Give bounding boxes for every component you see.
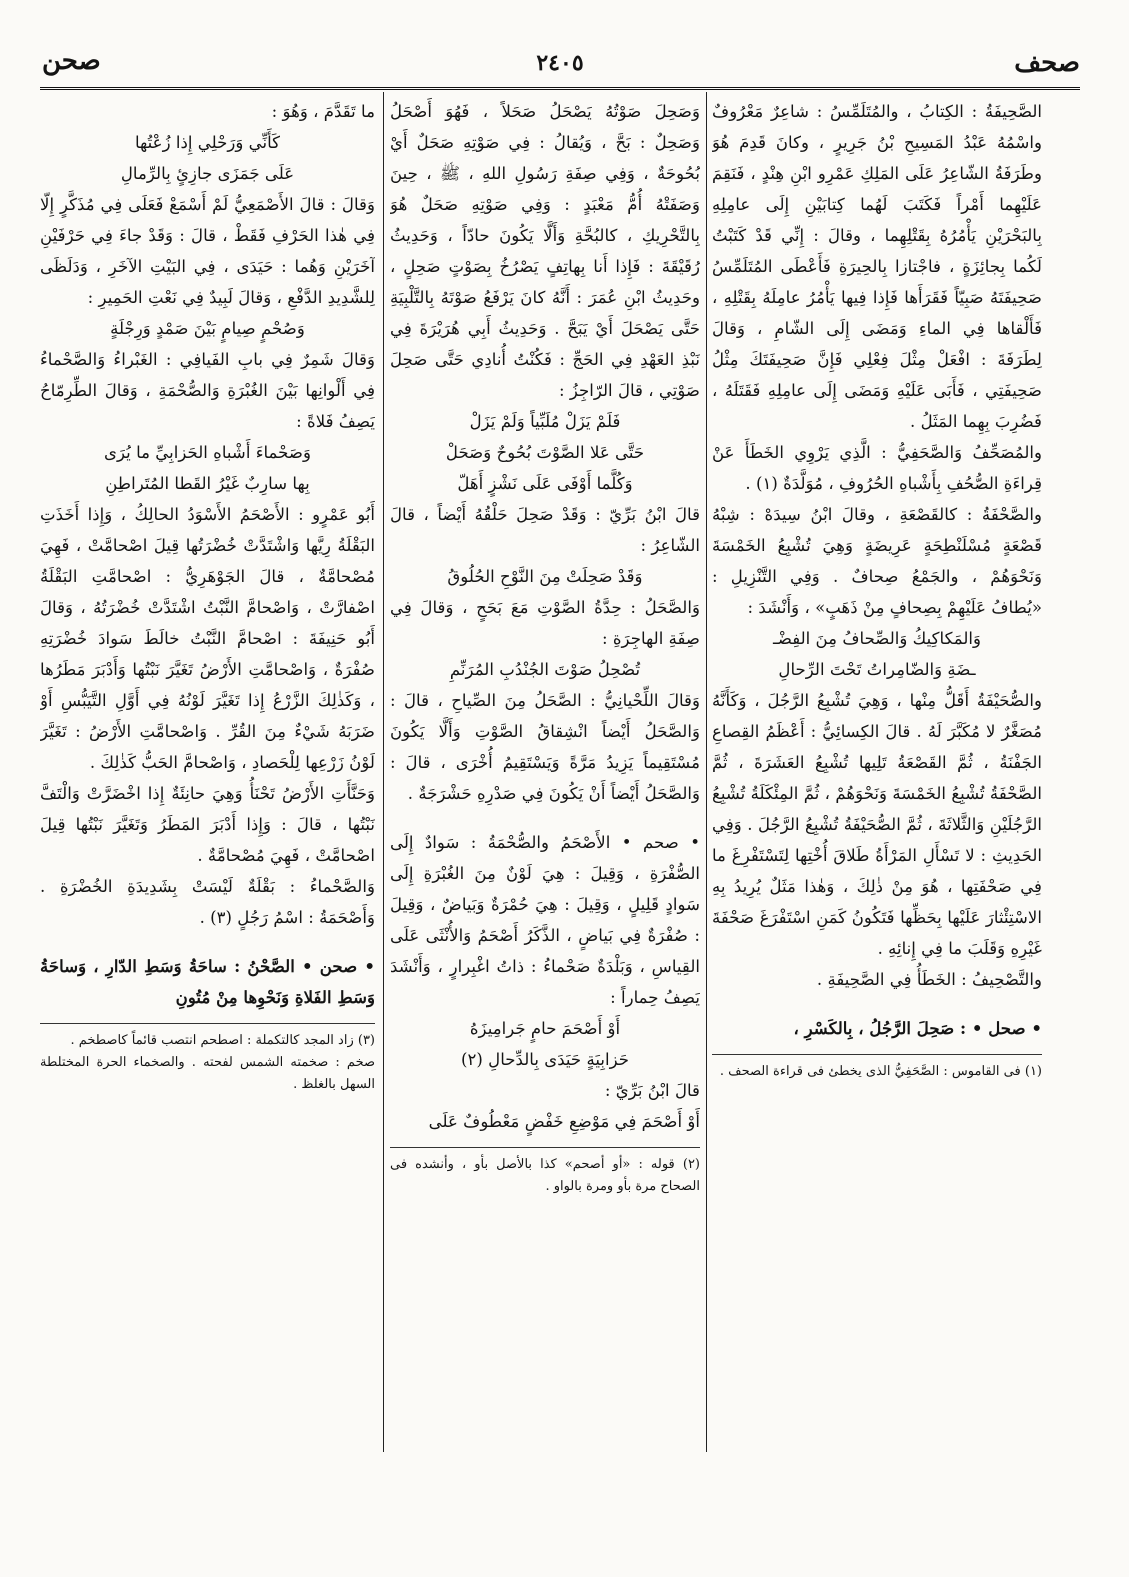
column-divider-right — [706, 92, 707, 1452]
paragraph: والمُصَحِّفُ وَالصَّحَفِيُّ : الَّذِي يَرْوِي الخَطَأَ عَنْ قِراءَةِ الصُّحُفِ بِأَشْباهِ الحُرُوفِ ، مُوَلَّدَةٌ (١) . — [712, 443, 1042, 493]
paragraph: ما تَقَدَّمَ ، وَهُوَ : — [271, 102, 375, 121]
column-middle — [390, 96, 700, 1481]
column-divider-left — [383, 92, 384, 1452]
paragraph: والصَّحْفَةُ : كالقَصْعَةِ ، وقالَ ابْنُ سِيدَهْ : شِبْهُ قَصْعَةٍ مُسْلَنْطِحَةٍ عَرِيضَةٍ وَهِيَ تُشْبِعُ الخَمْسَةَ وَنَحْوَهُمْ ، والجَمْعُ صِحافٌ . وَفِي التَّنْزِيلِ : «يُطافُ عَلَيْهِمْ بِصِحافٍ مِنْ ذَهَبٍ» ، وَأَنْشَدَ : — [712, 505, 1042, 617]
page-header — [30, 44, 1090, 84]
paragraph: وَصَحِلَ صَوْتُهُ يَصْحَلُ صَحَلاً ، فَهُوَ أَصْحَلُ وَصَحِلٌ : بَحَّ ، وَيُقالُ : فِي صَوْتِهِ صَحَلٌ أَيْ بُحُوحَةٌ ، وَفِي صِفَةِ رَسُولِ اللهِ ، ﷺ ، حِينَ وَصَفَتْهُ أُمُّ مَعْبَدٍ : وَفِي صَوْتِهِ صَحَلٌ هُوَ بِالتَّحْرِيكِ ، كالبُحَّةِ وَأَلَّا يَكُونَ حادّاً ، وَحَدِيثُ رُقَيْقَةَ : فَإِذا أَنا بِهاتِفٍ يَصْرُخُ بِصَوْتٍ صَحِلٍ ، وحَدِيثُ ابْنِ عُمَرَ : أَنَّهُ كانَ يَرْفَعُ صَوْتَهُ بِالتَّلْبِيَةِ حَتَّى يَصْحَلَ أَيْ يَبَحَّ . وَحَدِيثُ أَبِي هُرَيْرَةَ فِي نَبْذِ العَهْدِ فِي الحَجِّ : فَكُنْتُ أُنادِي حَتَّى صَحِلَ صَوْتِي ، قالَ الرّاجِزُ : — [390, 102, 700, 400]
paragraph: قالَ ابْنُ بَرِّيّ : وَقَدْ صَحِلَ حَلْقُهُ أَيْضاً ، قالَ الشّاعِرُ : — [390, 505, 700, 555]
verse-line: وَالمَكاكِيكُ وَالصِّحافُ مِنَ الفِضْـ — [772, 629, 982, 648]
paragraph: وَحَنَّأَتِ الأَرْضُ تَحْنَأُ وَهِيَ حانِئَةٌ إِذا اخْضَرَّتْ وَالْتَفَّ نَبْتُها ، قالَ : وَإِذا أَدْبَرَ المَطَرُ وَتَغَيَّرَ نَبْتُها قِيلَ اصْحامَّتْ ، فَهِيَ مُصْحامَّةٌ . — [40, 784, 375, 865]
running-headword-left: صحن — [42, 46, 101, 76]
paragraph: وَقالَ شَمِرٌ فِي بابِ الفَيافِي : الغَبْراءُ وَالصَّحْماءُ فِي أَلْوانِها بَيْنَ الغُبْرَةِ وَالصُّحْمَةِ ، وَقالَ الطِّرِمّاحُ يَصِفُ فَلاةً : — [40, 350, 375, 431]
paragraph: والصُّحَيْفَةُ أَقَلُّ مِنْها ، وَهِيَ تُشْبِعُ الرَّجُلَ ، وَكَأَنَّهُ مُصَغَّرٌ لا مُكَبَّرَ لَهُ . قالَ الكِسائِيُّ : أَعْظَمُ القِصاعِ الجَفْنَةُ ، ثُمَّ القَصْعَةُ تَلِيها تُشْبِعُ العَشَرَةَ ، ثُمَّ الصَّحْفَةُ تُشْبِعُ الخَمْسَةَ وَنَحْوَهُمْ ، ثُمَّ المِئْكَلَةُ تُشْبِعُ الرَّجُلَيْنِ وَالثَّلاثَةَ ، ثُمَّ الصُّحَيْفَةُ تُشْبِعُ الرَّجُلَ . وَفِي الحَدِيثِ : لا تَسْأَلِ المَرْأَةُ طَلاقَ أُخْتِها لِتَسْتَفْرِغَ ما فِي صَحْفَتِها ، هُوَ مِنْ ذٰلِكَ ، وَهٰذا مَثَلٌ يُرِيدُ بِهِ الاسْتِئْثارَ عَلَيْها بِحَظِّها فَتَكُونُ كَمَنِ اسْتَفْرَغَ صَحْفَةَ غَيْرِهِ وَقَلَبَ ما فِي إِنائِهِ . — [712, 691, 1042, 958]
footnote: (١) فى القاموس : الصَّحَفِيُّ الذى يخطئ فى قراءة الصحف . — [719, 1064, 1042, 1079]
paragraph: وَالصَّحَلُ : حِدَّةُ الصَّوْتِ مَعَ بَحَحٍ ، وَقالَ فِي صِفَةِ الهاجِرَةِ : — [390, 598, 700, 648]
verse-line: كَأَنِّي وَرَحْلِي إِذا زُعْتُها — [134, 133, 281, 152]
verse-line: فَلَمْ يَزَلْ مُلَبِّياً وَلَمْ يَزَلْ — [469, 412, 621, 431]
verse-line: وَقَدْ صَحِلَتْ مِنَ النَّوْحِ الحُلُوقُ — [447, 567, 643, 586]
verse-line: وَصَحْماءَ أَشْباهِ الحَزابِيِّ ما يُرَى — [104, 443, 311, 462]
paragraph: الصَّحِيفَةُ : الكِتابُ ، والمُتَلَمِّسُ : شاعِرٌ مَعْرُوفٌ واسْمُهُ عَبْدُ المَسِيحِ بْنُ جَرِيرٍ ، وكانَ قَدِمَ هُوَ وطَرَفَةُ الشّاعِرُ عَلَى المَلِكِ عَمْرِو ابْنِ هِنْدٍ ، فَنَقِمَ عَلَيْهِما أَمْراً فَكَتَبَ لَهُما كِتابَيْنِ إِلَى عامِلِهِ بِالبَحْرَيْنِ يَأْمُرُهُ بِقَتْلِهِما ، وقالَ : إِنِّي قَدْ كَتَبْتُ لَكُما بِجائِزَةٍ ، فاجْتازا بِالحِيرَةِ فَأَعْطَى المُتَلَمِّسُ صَحِيفَتَهُ صَبِيّاً فَقَرَأَها فَإِذا فِيها يَأْمُرُ عامِلَهُ بِقَتْلِهِ ، فَأَلْقاها فِي الماءِ وَمَضَى إِلَى الشّامِ ، وَقالَ لِطَرَفَةَ : افْعَلْ مِثْلَ فِعْلِي فَإِنَّ صَحِيفَتَكَ مِثْلُ صَحِيفَتِي ، فَأَبَى عَلَيْهِ وَمَضَى إِلَى عامِلِهِ فَقَتَلَهُ ، فَضُرِبَ بِهِما المَثَلُ . — [712, 102, 1042, 431]
footnote-rule — [390, 1147, 700, 1148]
entry-paragraph: • صحم • الأَصْحَمُ والصُّحْمَةُ : سَوادٌ إِلَى الصُّفْرَةِ ، وَقِيلَ : هِيَ لَوْنٌ مِنَ الغُبْرَةِ إِلَى سَوادٍ قَلِيلٍ ، وَقِيلَ : هِيَ حُمْرَةٌ وَبَياضٌ ، وَقِيلَ : صُفْرَةٌ فِي بَياضٍ ، الذَّكَرُ أَصْحَمُ وَالأُنْثَى عَلَى القِياسِ ، وَبَلْدَةٌ صَحْماءُ : ذاتُ اغْبِرارٍ ، وَأَنْشَدَ يَصِفُ حِماراً : — [390, 833, 700, 1007]
verse-line: وَصُحْمٍ صِيامٍ بَيْنَ صَمْدٍ وَرِجْلَةٍ — [110, 319, 305, 338]
header-rule — [40, 87, 1080, 90]
column-left — [40, 96, 375, 1481]
footnote: (٣) زاد المجد كالتكملة : اصطحم انتصب قائماً كاصطخم . — [70, 1033, 375, 1048]
paragraph: وَالصَّحْماءُ : بَقْلَةٌ لَيْسَتْ بِشَدِيدَةِ الخُضْرَةِ . وَأَصْحَمَةُ : اسْمُ رَجُلٍ (٣) . — [40, 877, 375, 927]
footnote: (٢) قوله : «أو أصحم» كذا بالأصل بأو ، وأنشده فى الصحاح مرة بأو ومرة بالواو . — [390, 1157, 700, 1194]
paragraph: وَقالَ : قالَ الأَصْمَعِيُّ لَمْ أَسْمَعْ فَعَلَى فِي مُذَكَّرٍ إِلّا فِي هٰذا الحَرْفِ فَقَطْ ، قالَ : وَقَدْ جاءَ فِي حَرْفَيْنِ آخَرَيْنِ وَهُما : حَيَدَى ، فِي البَيْتِ الآخَرِ ، وَدَلَظَى لِلشَّدِيدِ الدَّفْعِ ، وَقالَ لَبِيدٌ فِي نَعْتِ الحَمِيرِ : — [40, 195, 375, 307]
verse-line: بِها سارِبٌ غَيْرُ القَطا المُتَراطِنِ — [105, 474, 310, 493]
paragraph: أَوْ أَصْحَمَ فِي مَوْضِعِ خَفْضٍ مَعْطُوفٌ عَلَى — [428, 1112, 700, 1131]
footnote-rule — [40, 1023, 375, 1024]
page-number: ٢٤٠٥ — [536, 50, 584, 76]
verse-line: حَزابِيَةٍ حَيَدَى بِالدِّحالِ (٢) — [460, 1050, 630, 1069]
entry-heading: • صحل • : صَحِلَ الرَّجُلُ ، بِالكَسْرِ ، — [793, 1018, 1042, 1038]
paragraph: وَقالَ اللِّحْيانِيُّ : الصَّحَلُ مِنَ الصِّياحِ ، قالَ : وَالصَّحَلُ أَيْضاً انْشِقاقُ الصَّوْتِ وَأَلَّا يَكُونَ مُسْتَقِيماً يَزِيدُ مَرَّةً وَيَسْتَقِيمُ أُخْرَى ، قالَ : وَالصَّحَلُ أَيْضاً أَنْ يَكُونَ فِي صَدْرِهِ حَشْرَجَةٌ . — [390, 691, 700, 803]
footnote-rule — [712, 1054, 1042, 1055]
paragraph: أَبُو عَمْرٍو : الأَصْحَمُ الأَسْوَدُ الحالِكُ ، وَإِذا أَخَذَتِ البَقْلَةُ رِيَّها وَاشْتَدَّتْ خُضْرَتُها قِيلَ اصْحامَّتْ ، فَهِيَ مُصْحامَّةٌ ، قالَ الجَوْهَرِيُّ : اصْحامَّتِ البَقْلَةُ اصْفارَّتْ ، وَاصْحامَّ النَّبْتُ اشْتَدَّتْ خُضْرَتُهُ ، وَقالَ أَبُو حَنِيفَةَ : اصْحامَّ النَّبْتُ خالَطَ سَوادَ خُضْرَتِهِ صُفْرَةٌ ، وَاصْحامَّتِ الأَرْضُ تَغَيَّرَ نَبْتُها وَأَدْبَرَ مَطَرُها ، وَكَذٰلِكَ الزَّرْعُ إِذا تَغَيَّرَ لَوْنُهُ فِي أَوَّلِ التَّيَبُّسِ أَوْ ضَرَبَهُ شَيْءٌ مِنَ القُرِّ . وَاصْحامَّتِ الأَرْضُ : تَغَيَّرَ لَوْنُ زَرْعِها لِلْحَصادِ ، وَاصْحامَّ الحَبُّ كَذٰلِكَ . — [40, 505, 375, 772]
verse-line: أَوْ أَصْحَمَ حامٍ جَرامِيزَهُ — [469, 1019, 621, 1038]
verse-line: عَلَى جَمَزَى جازِئٍ بِالرِّمالِ — [120, 164, 295, 183]
footnote: صخم : صخمته الشمس لفحته . والصخماء الحرة المختلطة السهل بالغلظ . — [40, 1055, 375, 1092]
verse-line: تُصْحِلُ صَوْتَ الجُنْدُبِ المُرَنِّمِ — [449, 660, 641, 679]
paragraph: قالَ ابْنُ بَرِّيّ : — [604, 1081, 700, 1100]
verse-line: وَكُلَّما أَوْفَى عَلَى نَشْزٍ أَهَلّ — [457, 474, 633, 493]
entry-heading: • صحن • الصَّحْنُ : ساحَةُ وَسَطِ الدّارِ ، وَساحَةُ وَسَطِ الفَلاةِ وَنَحْوِها مِنْ مُتُونِ — [40, 956, 375, 1007]
running-headword-right: صحف — [1014, 48, 1080, 78]
verse-line: حَتَّى عَلا الصَّوْتَ بُحُوحٌ وَصَحَلْ — [445, 443, 645, 462]
column-right — [712, 96, 1042, 1481]
paragraph: والتَّصْحِيفُ : الخَطَأُ فِي الصَّحِيفَةِ . — [816, 970, 1042, 989]
verse-line: ـضَةِ وَالضّامِراتُ تَحْتَ الرِّحالِ — [778, 660, 976, 679]
